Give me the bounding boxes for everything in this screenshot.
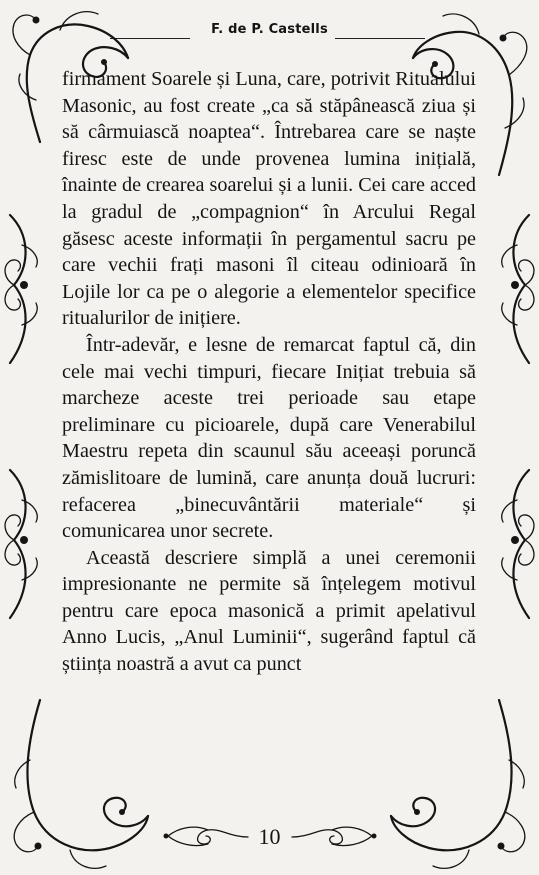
running-header: F. de P. Castells bbox=[211, 22, 328, 37]
side-flourish-right-lower bbox=[489, 470, 539, 620]
page-number: 10 bbox=[258, 824, 281, 849]
side-flourish-left-lower bbox=[0, 470, 50, 620]
paragraph-2: Într-adevăr, e lesne de remarcat faptul că, din cele mai vechi timpuri, fiecare Inițiat trebuia să marcheze aceste trei perioade sau etape preliminare cu picioarele, după care Venerabilul Maestru repeta din scaunul său aceeași poruncă zămislitoare de lumină, care anunța două lucruri: refacerea „binecuvântării materiale“ și comunicarea unor secrete. bbox=[62, 333, 476, 543]
side-flourish-left-upper bbox=[0, 215, 50, 365]
paragraph-1: firmament Soarele și Luna, care, potrivit Ritualului Masonic, au fost create „ca să stăpânească ziua și să cârmuiască noaptea“. Întrebarea care se naște firesc este de unde provenea lumina inițială, înainte de crearea soarelui și a lunii. Cei care acced la gradul de „compagnion“ în Arcului Regal găsesc aceste informații în pergamentul sacru pe care vechii frați masoni îl citeau odinioară în Lojile lor ca pe o alegorie a elementelor specifice ritualurilor de inițiere. bbox=[62, 68, 476, 330]
body-text bbox=[62, 66, 476, 678]
side-flourish-right-upper bbox=[489, 215, 539, 365]
paragraph-3: Această descriere simplă a unei ceremonii impresionante ne permite să înțelegem motivul pentru care epoca masonică a primit apelativul Anno Lucis, „Anul Luminii“, sugerând faptul că știința noastră a avut ca punct bbox=[62, 546, 476, 676]
